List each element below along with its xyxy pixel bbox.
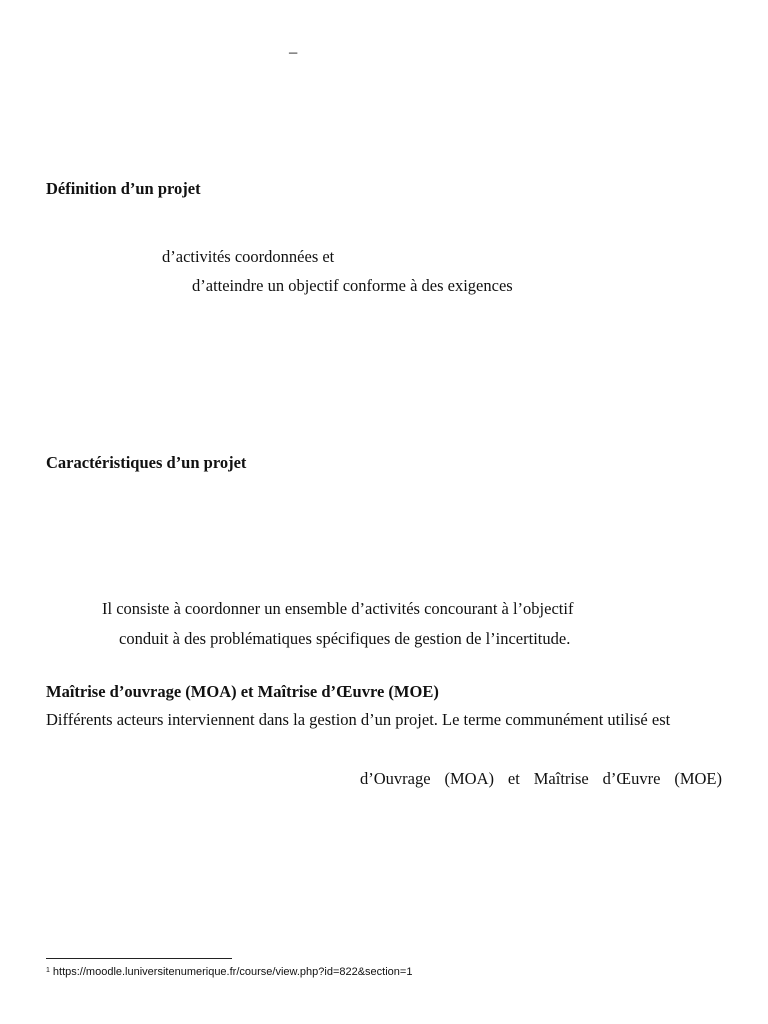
definition-text-line-1: d’activités coordonnées et (162, 247, 335, 266)
moa-moe-heading: Maîtrise d’ouvrage (MOA) et Maîtrise d’Œuvre (MOE) (46, 682, 439, 701)
characteristics-text-line-1: Il consiste à coordonner un ensemble d’activités concourant à l’objectif (102, 599, 574, 618)
footnote-link[interactable]: https://moodle.luniversitenumerique.fr/course/view.php?id=822&section=1 (52, 966, 413, 978)
top-dash: – (289, 42, 298, 61)
definition-text-line-2: d’atteindre un objectif conforme à des exigences (192, 276, 513, 295)
characteristics-heading: Caractéristiques d’un projet (46, 453, 247, 472)
footnote (46, 964, 412, 979)
moa-moe-text-line-1: Différents acteurs interviennent dans la gestion d’un projet. Le terme communément utilisé est (46, 710, 671, 729)
footnote-separator (46, 958, 232, 959)
footnote-marker: 1 (46, 967, 50, 974)
characteristics-text-line-2: conduit à des problématiques spécifiques de gestion de l’incertitude. (119, 629, 571, 648)
moa-moe-text-line-2: d’Ouvrage (MOA) et Maîtrise d’Œuvre (MOE) (360, 769, 722, 788)
definition-heading: Définition d’un projet (46, 179, 201, 198)
